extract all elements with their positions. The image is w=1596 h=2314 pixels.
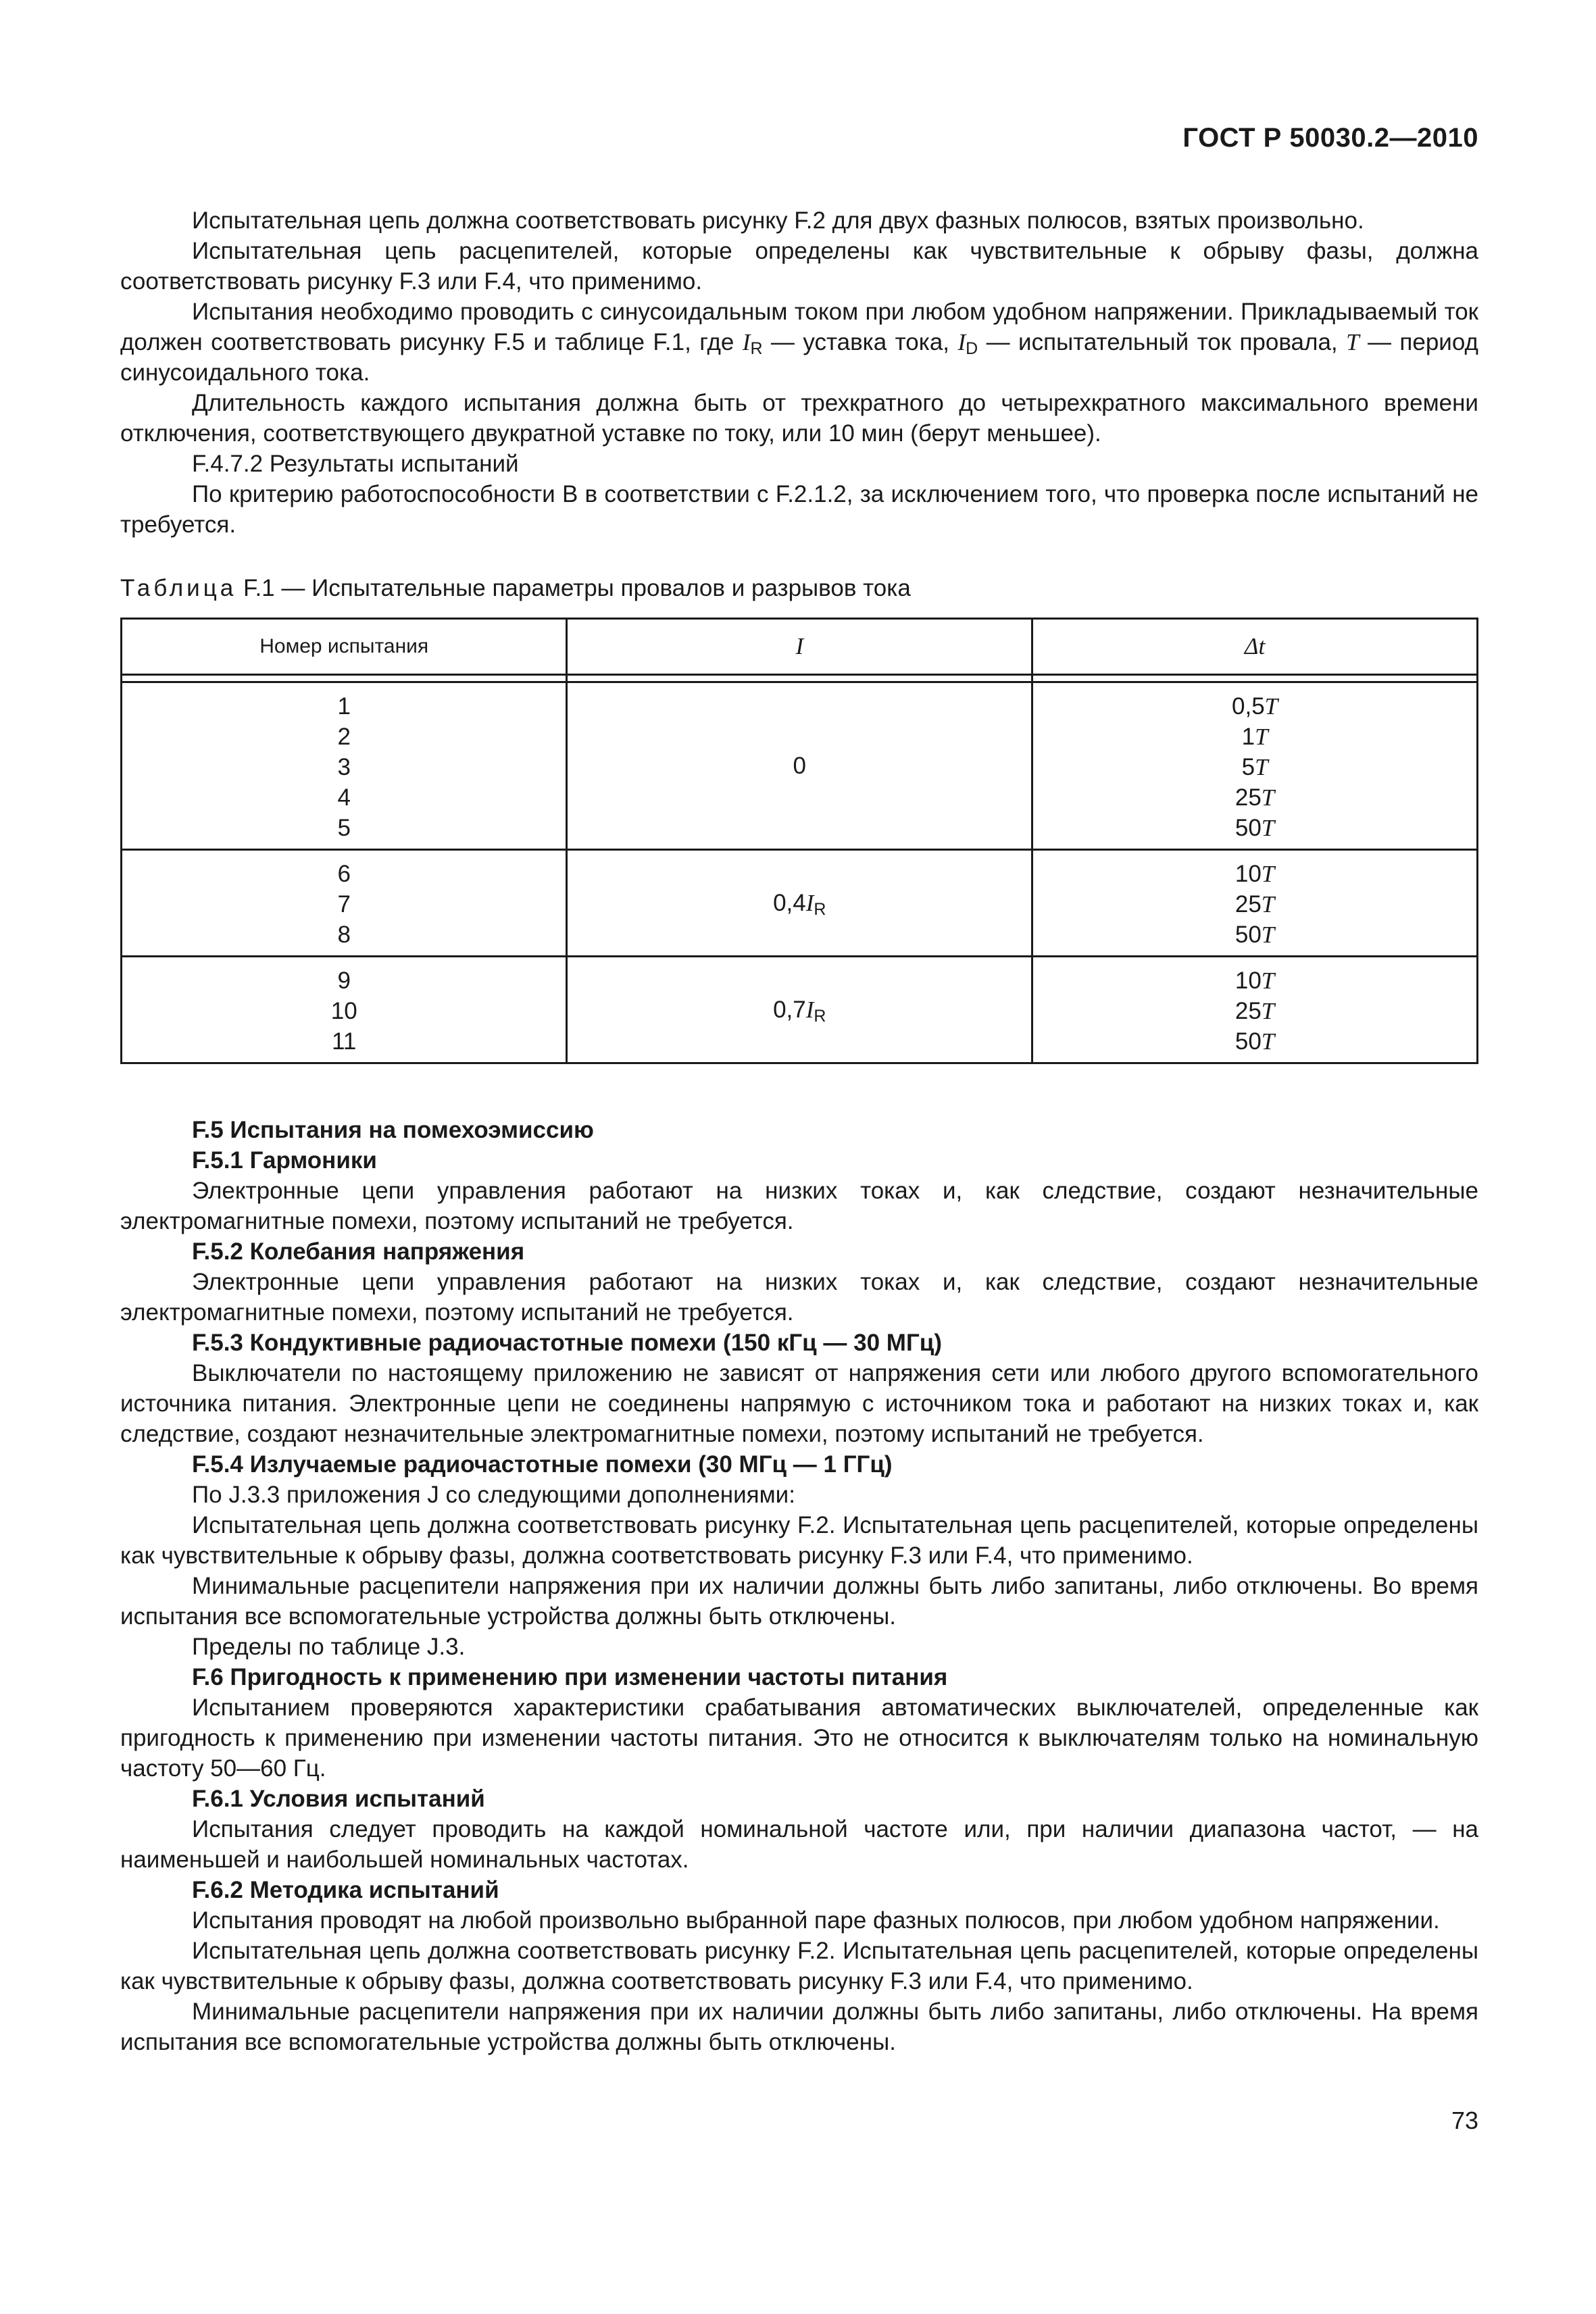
duration-value: 50T [1235, 815, 1275, 841]
table-row-group [122, 850, 1478, 957]
current-cell: $0,7I_R$ [567, 957, 1032, 1063]
sections-text-block [120, 1115, 1478, 2057]
section-heading: F.5.4 Излучаемые радиочастотные помехи (30 МГц — 1 ГГц) [192, 1451, 893, 1478]
test-number: 6 [337, 861, 351, 887]
paragraph: Пределы по таблице J.3. [192, 1634, 466, 1660]
paragraph: Испытательная цепь должна соответствовать рисунку F.2. Испытательная цепь расцепителей, которые определены как чувствительные к обрыву фазы, должна соответствовать рисунку F.3 или F.4, что применимо. [120, 1512, 1478, 1569]
section-heading: F.5.3 Кондуктивные радиочастотные помехи (150 кГц — 30 МГц) [192, 1330, 942, 1356]
test-numbers-cell [122, 682, 567, 850]
test-numbers-cell [122, 957, 567, 1063]
column-header: I [567, 619, 1032, 675]
section-heading: F.6.1 Условия испытаний [192, 1786, 485, 1812]
test-number: 1 [337, 693, 351, 720]
paragraph: Выключатели по настоящему приложению не зависят от напряжения сети или любого другого вспомогательного источника питания. Электронные цепи не соединены напрямую с источником тока и работают на низких токах и, как следствие, создают незначительные электромагнитные помехи, поэтому испытаний не требуется. [120, 1360, 1478, 1447]
paragraph-with-symbols: Испытания необходимо проводить с синусоидальным током при любом удобном напряжении. Прикладываемый ток должен соответствовать рисунку F.5 и таблице F.1, где $I_R$ — уставка тока, $I_D$ — испытательный ток провала, T — период синусоидального тока. [120, 299, 1478, 386]
test-number: 5 [337, 815, 351, 841]
duration-value: 10T [1235, 861, 1275, 887]
table-header-row [122, 619, 1478, 675]
test-number: 9 [337, 967, 351, 994]
test-number: 3 [337, 754, 351, 780]
duration-value: 10T [1235, 967, 1275, 994]
current-cell: 0 [567, 682, 1032, 850]
table-header-separator [122, 675, 1478, 682]
column-header: Δt [1032, 619, 1478, 675]
duration-value: 0,5T [1232, 693, 1278, 720]
intro-text-block [120, 205, 1478, 540]
paragraph: Испытательная цепь должна соответствовать рисунку F.2 для двух фазных полюсов, взятых произвольно. [192, 207, 1364, 234]
duration-value: 50T [1235, 922, 1275, 948]
test-number: 10 [330, 998, 357, 1024]
duration-value: 25T [1235, 891, 1275, 917]
table-row-group [122, 957, 1478, 1063]
paragraph: Испытательная цепь должна соответствовать рисунку F.2. Испытательная цепь расцепителей, которые определены как чувствительные к обрыву фазы, должна соответствовать рисунку F.3 или F.4, что применимо. [120, 1938, 1478, 1994]
paragraph: Испытанием проверяются характеристики срабатывания автоматических выключателей, определенные как пригодность к применению при изменении частоты питания. Это не относится к выключателям только на номинальную частоту 50—60 Гц. [120, 1694, 1478, 1782]
table-caption: Таблица F.1 — Испытательные параметры провалов и разрывов тока [120, 575, 911, 601]
section-heading: F.4.7.2 Результаты испытаний [192, 451, 519, 477]
paragraph: По критерию работоспособности В в соответствии с F.2.1.2, за исключением того, что проверка после испытаний не требуется. [120, 481, 1478, 538]
paragraph: Минимальные расцепители напряжения при их наличии должны быть либо запитаны, либо отключены. На время испытания все вспомогательные устройства должны быть отключены. [120, 1998, 1478, 2055]
section-heading: F.6 Пригодность к применению при изменении частоты питания [192, 1664, 948, 1690]
test-numbers-cell [122, 850, 567, 957]
paragraph: Минимальные расцепители напряжения при их наличии должны быть либо запитаны, либо отключены. Во время испытания все вспомогательные устройства должны быть отключены. [120, 1573, 1478, 1630]
test-number: 11 [332, 1028, 357, 1055]
duration-cell [1032, 850, 1478, 957]
duration-value: 25T [1235, 784, 1275, 811]
duration-cell [1032, 682, 1478, 850]
test-number: 7 [337, 891, 351, 917]
section-heading: F.5.2 Колебания напряжения [192, 1238, 525, 1265]
table-row-group [122, 682, 1478, 850]
current-setting-symbol: I [742, 329, 751, 355]
document-id-header: ГОСТ Р 50030.2—2010 [1182, 123, 1478, 153]
paragraph: Испытательная цепь расцепителей, которые определены как чувствительные к обрыву фазы, должна соответствовать рисунку F.3 или F.4, что применимо. [120, 238, 1478, 295]
page-number: 73 [1451, 2107, 1478, 2134]
test-number: 4 [337, 784, 351, 811]
section-heading: F.5 Испытания на помехоэмиссию [192, 1117, 594, 1143]
period-symbol: T [1346, 329, 1360, 355]
test-number: 8 [337, 922, 351, 948]
paragraph: Длительность каждого испытания должна быть от трехкратного до четырехкратного максимального времени отключения, соответствующего двукратной уставке по току, или 10 мин (берут меньшее). [120, 390, 1478, 447]
paragraph: Электронные цепи управления работают на низких токах и, как следствие, создают незначительные электромагнитные помехи, поэтому испытаний не требуется. [120, 1178, 1478, 1234]
duration-value: 1T [1241, 724, 1268, 750]
test-number: 2 [337, 724, 351, 750]
current-cell: $0,4I_R$ [567, 850, 1032, 957]
paragraph: Испытания проводят на любой произвольно выбранной паре фазных полюсов, при любом удобном напряжении. [192, 1907, 1440, 1934]
section-heading: F.5.1 Гармоники [192, 1147, 377, 1174]
paragraph: Испытания следует проводить на каждой номинальной частоте или, при наличии диапазона частот, — на наименьшей и наибольшей номинальных частотах. [120, 1816, 1478, 1873]
section-heading: F.6.2 Методика испытаний [192, 1877, 499, 1903]
test-parameters-table [120, 618, 1478, 1064]
duration-cell [1032, 957, 1478, 1063]
paragraph: Электронные цепи управления работают на низких токах и, как следствие, создают незначительные электромагнитные помехи, поэтому испытаний не требуется. [120, 1269, 1478, 1326]
column-header: Номер испытания [122, 619, 567, 675]
paragraph: По J.3.3 приложения J со следующими дополнениями: [192, 1482, 795, 1508]
dip-current-symbol: I [957, 329, 966, 355]
duration-value: 50T [1235, 1028, 1275, 1055]
duration-value: 25T [1235, 998, 1275, 1024]
duration-value: 5T [1241, 754, 1268, 780]
